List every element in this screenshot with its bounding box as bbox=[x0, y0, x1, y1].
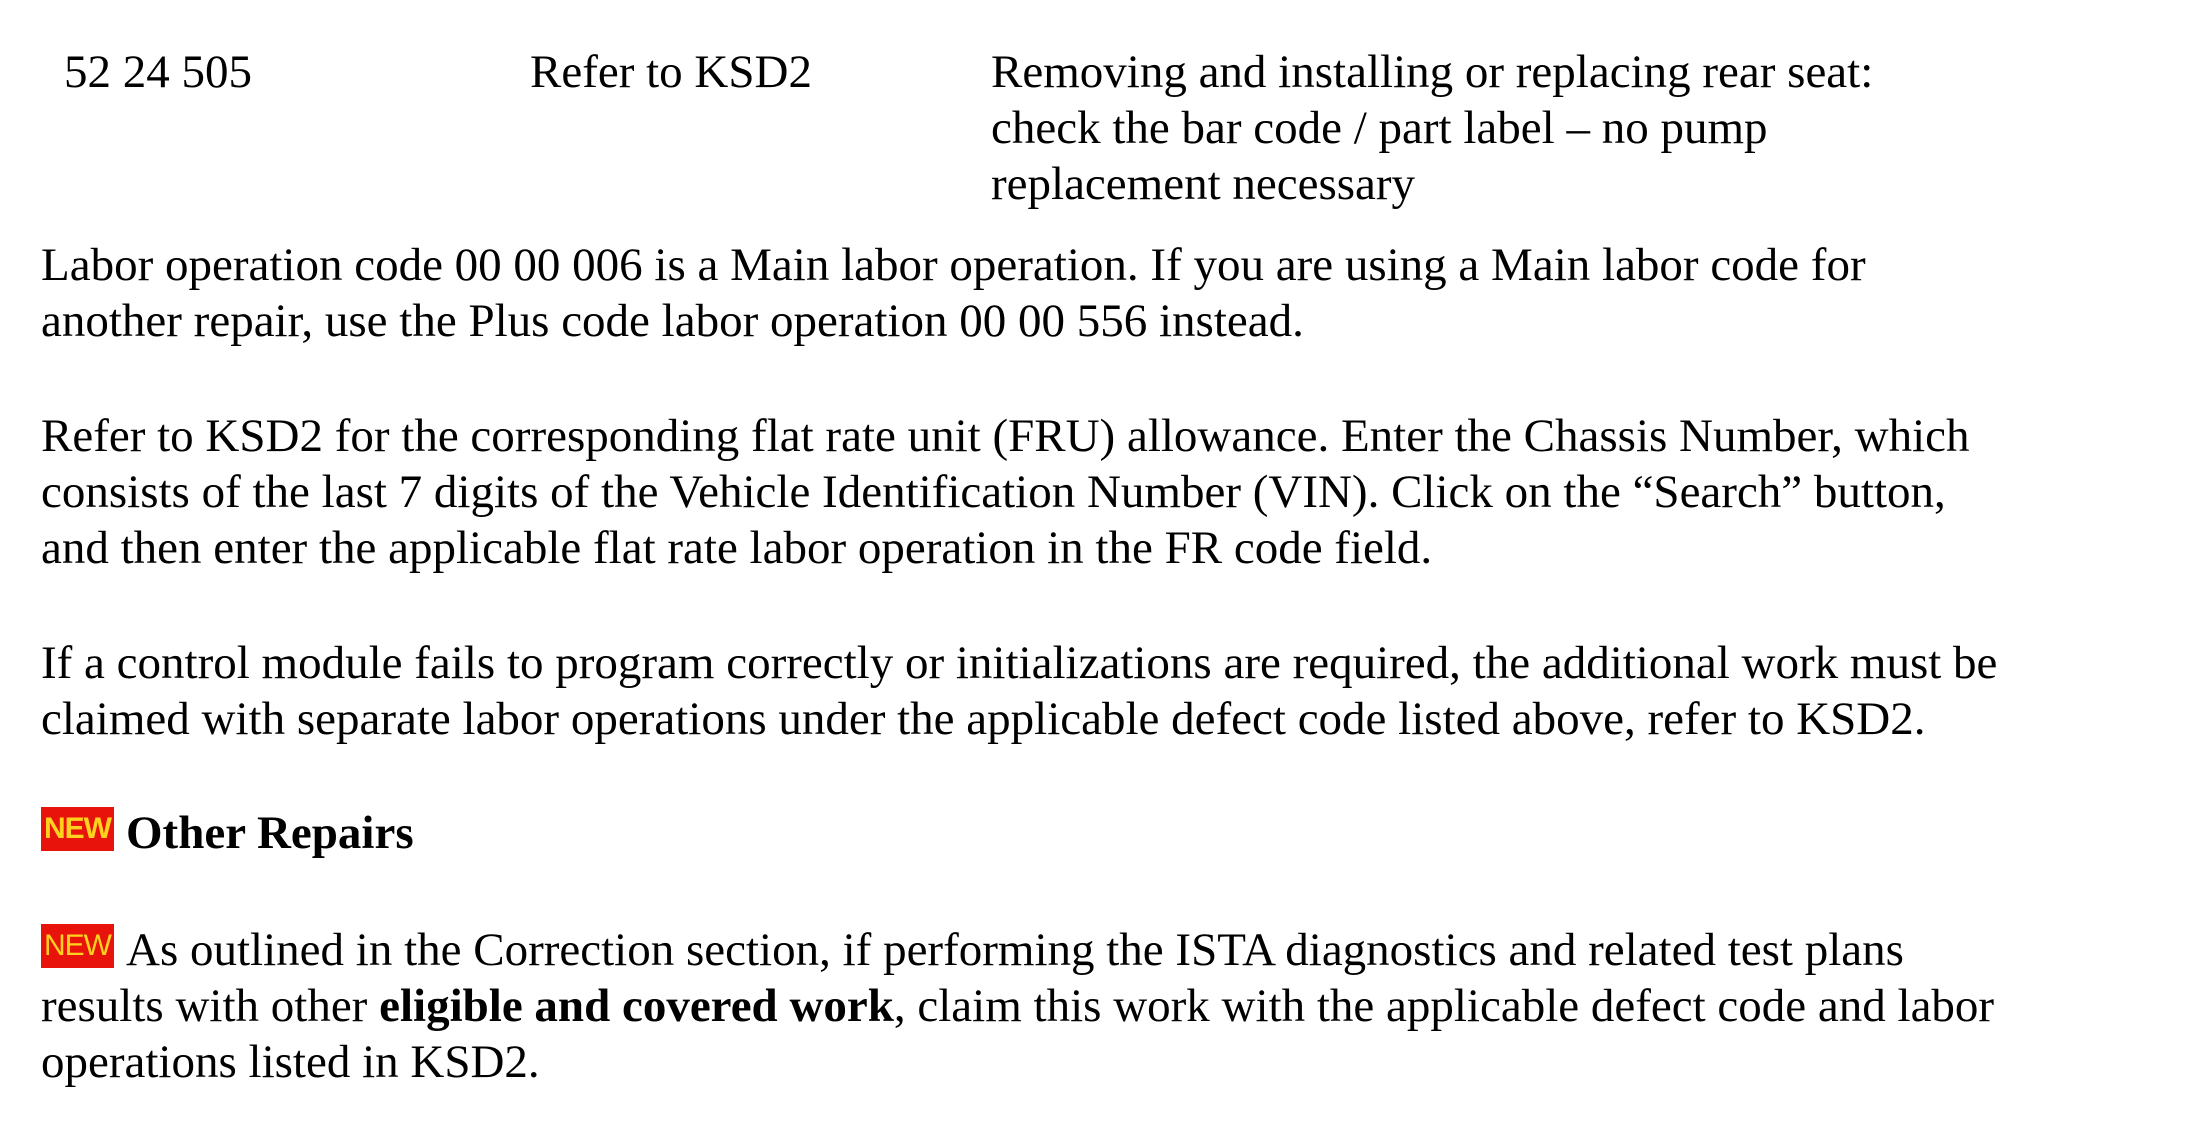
paragraph-text: , claim this work with the applicable defect code and labor bbox=[893, 980, 1995, 1032]
paragraph-line: operations listed in KSD2. bbox=[41, 1036, 540, 1088]
description-line: check the bar code / part label – no pump bbox=[991, 102, 1768, 154]
control-module-paragraph bbox=[41, 635, 2191, 747]
paragraph-text: results with other bbox=[41, 980, 380, 1032]
description-line: replacement necessary bbox=[991, 158, 1416, 210]
paragraph-line bbox=[41, 922, 2191, 978]
labor-operation-reference: Refer to KSD2 bbox=[530, 46, 812, 98]
paragraph-line bbox=[41, 978, 2191, 1034]
new-badge-icon: NEW bbox=[41, 807, 114, 851]
labor-operation-row bbox=[0, 44, 2209, 214]
paragraph-line: and then enter the applicable flat rate labor operation in the FR code field. bbox=[41, 522, 1433, 574]
new-badge-icon: NEW bbox=[41, 924, 114, 968]
labor-operation-description bbox=[991, 44, 1991, 212]
paragraph-line: If a control module fails to program correctly or initializations are required, the additional work must be bbox=[41, 637, 1998, 689]
other-repairs-paragraph bbox=[41, 922, 2191, 1090]
paragraph-line: another repair, use the Plus code labor operation 00 00 556 instead. bbox=[41, 295, 1304, 347]
labor-operation-code: 52 24 505 bbox=[64, 46, 252, 98]
paragraph-line: consists of the last 7 digits of the Vehicle Identification Number (VIN). Click on the “Search” button, bbox=[41, 466, 1946, 518]
ksd2-fru-paragraph bbox=[41, 408, 2191, 576]
paragraph-text: As outlined in the Correction section, if performing the ISTA diagnostics and related test plans bbox=[126, 924, 1904, 976]
paragraph-line: claimed with separate labor operations under the applicable defect code listed above, refer to KSD2. bbox=[41, 693, 1926, 745]
heading-text: Other Repairs bbox=[126, 807, 414, 859]
main-labor-paragraph bbox=[41, 237, 2191, 349]
other-repairs-heading bbox=[41, 805, 414, 861]
emphasis-text: eligible and covered work bbox=[379, 980, 894, 1032]
paragraph-line: Refer to KSD2 for the corresponding flat rate unit (FRU) allowance. Enter the Chassis Number, which bbox=[41, 410, 1970, 462]
paragraph-line: Labor operation code 00 00 006 is a Main labor operation. If you are using a Main labor code for bbox=[41, 239, 1866, 291]
description-line: Removing and installing or replacing rear seat: bbox=[991, 46, 1874, 98]
